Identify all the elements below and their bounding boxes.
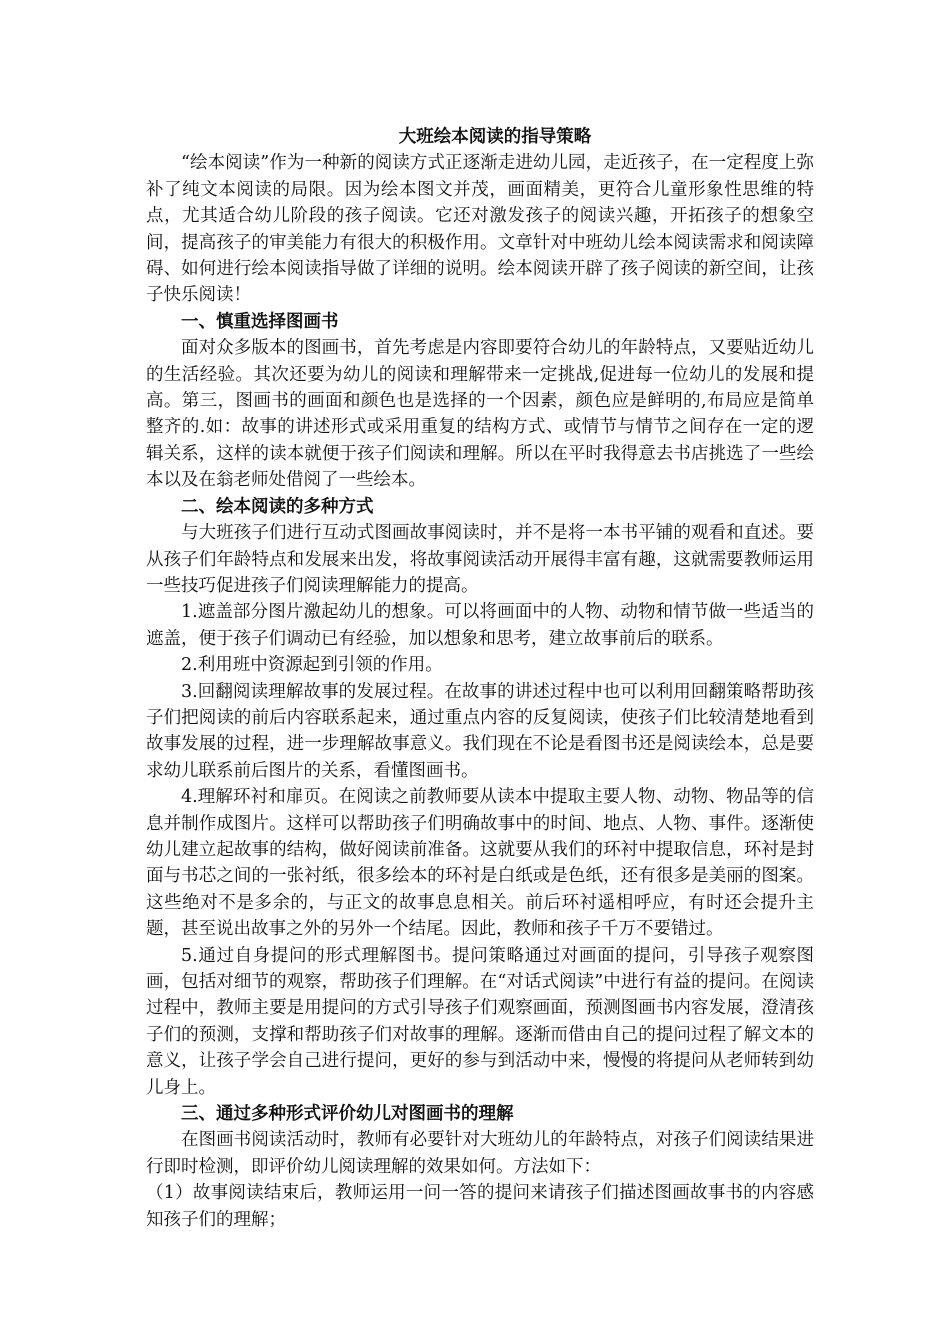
section-heading-2: 二、绘本阅读的多种方式	[181, 496, 374, 517]
section-2-item-5: 5.通过自身提问的形式理解图书。提问策略通过对画面的提问，引导孩子观察图画，包括对细节的观察，帮助孩子们理解。在“对话式阅读”中进行有益的提问。在阅读过程中，教师主要是用提问的方式引导孩子们观察画面，预测图画书内容发展，澄清孩子们的预测，支撑和帮助孩子们对故事的理解。逐渐而借由自己的提问过程了解文本的意义，让孩子学会自己进行提问，更好的参与到活动中来，慢慢的将提问从老师转到幼儿身上。	[146, 945, 814, 1098]
section-heading-3: 三、通过多种形式评价幼儿对图画书的理解	[181, 1104, 514, 1125]
section-2-item-1: 1.遮盖部分图片激起幼儿的想象。可以将画面中的人物、动物和情节做一些适当的遮盖，便于孩子们调动已有经验，加以想象和思考，建立故事前后的联系。	[146, 602, 814, 649]
section-2-item-2: 2.利用班中资源起到引领的作用。	[181, 655, 443, 676]
section-heading-1: 一、慎重选择图画书	[181, 311, 339, 332]
section-2-item-4: 4.理解环衬和扉页。在阅读之前教师要从读本中提取主要人物、动物、物品等的信息并制作成图片。这样可以帮助孩子们明确故事中的时间、地点、人物、事件。逐渐使幼儿建立起故事的结构，做好阅读前准备。这就要从我们的环衬中提取信息，环衬是封面与书芯之间的一张衬纸，很多绘本的环衬是白纸或是色纸，还有很多是美丽的图案。这些绝对不是多余的，与正文的故事息息相关。前后环衬遥相呼应，有时还会提升主题，甚至说出故事之外的另外一个结尾。因此，教师和孩子千万不要错过。	[146, 787, 814, 940]
document-page	[146, 124, 814, 1233]
section-2-paragraph: 与大班孩子们进行互动式图画故事阅读时，并不是将一本书平铺的观看和直述。要从孩子们年龄特点和发展来出发，将故事阅读活动开展得丰富有趣，这就需要教师运用一些技巧促进孩子们阅读理解能力的提高。	[146, 523, 814, 596]
intro-paragraph: “绘本阅读”作为一种新的阅读方式正逐渐走进幼儿园，走近孩子，在一定程度上弥补了纯文本阅读的局限。因为绘本图文并茂，画面精美，更符合儿童形象性思维的特点，尤其适合幼儿阶段的孩子阅读。它还对激发孩子的阅读兴趣，开拓孩子的想象空间，提高孩子的审美能力有很大的积极作用。文章针对中班幼儿绘本阅读需求和阅读障碍、如何进行绘本阅读指导做了详细的说明。绘本阅读开辟了孩子阅读的新空间，让孩子快乐阅读！	[146, 153, 814, 306]
section-2-item-3: 3.回翻阅读理解故事的发展过程。在故事的讲述过程中也可以利用回翻策略帮助孩子们把阅读的前后内容联系起来，通过重点内容的反复阅读，使孩子们比较清楚地看到故事发展的过程，进一步理解故事意义。我们现在不论是看图书还是阅读绘本，总是要求幼儿联系前后图片的关系，看懂图画书。	[146, 681, 814, 781]
section-3-paragraph: 在图画书阅读活动时，教师有必要针对大班幼儿的年龄特点，对孩子们阅读结果进行即时检测，即评价幼儿阅读理解的效果如何。方法如下：	[146, 1130, 814, 1177]
section-3-item-1: （1）故事阅读结束后，教师运用一问一答的提问来请孩子们描述图画故事书的内容感知孩子们的理解；	[146, 1183, 814, 1230]
section-1-paragraph: 面对众多版本的图画书，首先考虑是内容即要符合幼儿的年龄特点，又要贴近幼儿的生活经验。其次还要为幼儿的阅读和理解带来一定挑战,促进每一位幼儿的发展和提高。第三，图画书的画面和颜色也是选择的一个因素，颜色应是鲜明的,布局应是简单整齐的.如：故事的讲述形式或采用重复的结构方式、或情节与情节之间存在一定的逻辑关系，这样的读本就便于孩子们阅读和理解。所以在平时我得意去书店挑选了一些绘本以及在翁老师处借阅了一些绘本。	[146, 338, 814, 491]
document-title: 大班绘本阅读的指导策略	[398, 127, 592, 147]
